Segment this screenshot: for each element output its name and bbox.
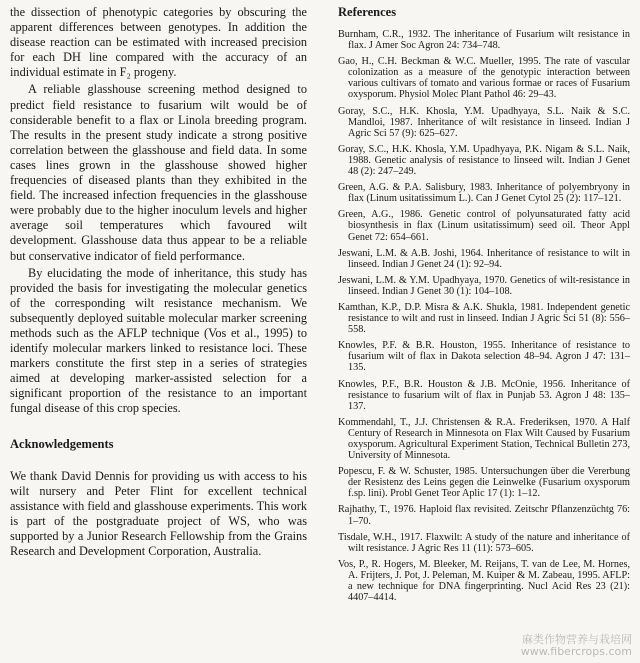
watermark-cn: 麻类作物营养与栽培网	[522, 633, 632, 646]
site-watermark	[521, 634, 632, 658]
main-text-column	[10, 5, 307, 559]
reference-item: Tisdale, W.H., 1917. Flaxwilt: A study of the nature and inheritance of wilt resistance. J Agric Res 11 (11): 573–605.	[338, 531, 630, 554]
reference-item: Goray, S.C., H.K. Khosla, Y.M. Upadhyaya, S.L. Naik & S.C. Mandloi, 1987. Inheritance of wilt resistance in linseed. Indian J Agric Sci 57 (9): 625–627.	[338, 105, 630, 139]
reference-item: Green, A.G., 1986. Genetic control of polyunsaturated fatty acid biosynthesis in flax (Linum usitatissimum) seed oil. Theor Appl Genet 72: 654–661.	[338, 209, 630, 243]
reference-item: Kommendahl, T., J.J. Christensen & R.A. Frederiksen, 1970. A Half Century of Research in Minnesota on Flax Wilt Caused by Fusarium oxysporum. Agricultural Experiment Station, Technical Bulletin 273, University of Minnesota.	[338, 416, 630, 462]
watermark-url: www.fibercrops.com	[520, 645, 632, 658]
reference-item: Jeswani, L.M. & A.B. Joshi, 1964. Inheritance of resistance to wilt in linseed. Indian J Genet 24 (1): 92–94.	[338, 247, 630, 270]
acknowledgements-text: We thank David Dennis for providing us with access to his wilt nursery and Peter Flint for excellent technical assistance with field and glasshouse experiments. This work is part of the postgraduate project of WS, who was supported by a Junior Research Fellowship from the Grains Research and Development Corporation, Australia.	[10, 468, 307, 559]
reference-item: Jeswani, L.M. & Y.M. Upadhyaya, 1970. Genetics of wilt-resistance in linseed. Indian J Genet 30 (1): 104–108.	[338, 274, 630, 297]
acknowledgements-heading: Acknowledgements	[10, 436, 114, 451]
reference-list	[338, 29, 630, 603]
reference-item: Green, A.G. & P.A. Salisbury, 1983. Inheritance of polyembryony in flax (Linum usitatissimum L.). Can J Genet Cytol 25 (2): 117–121.	[338, 182, 630, 205]
reference-item: Knowles, P.F. & B.R. Houston, 1955. Inheritance of resistance to fusarium wilt of flax in Dakota selection 48–94. Agron J 47: 131–135.	[338, 340, 630, 374]
paragraph-glasshouse-screening: A reliable glasshouse screening method designed to predict field resistance to fusarium wilt would be of considerable benefit to a flax or Linola breeding program. The results in the present study indicate a strong positive correlation between the glasshouse and field data. In some cases lines grown in the glasshouse showed higher frequencies of diseased plants than they exhibited in the field. The increased infection frequencies in the glasshouse were probably due to the higher inoculum levels and higher average soil temperatures which favoured wilt development. Glasshouse data thus appear to be a reliable but conservative indicator of field performance.	[10, 82, 307, 263]
reference-item: Popescu, F. & W. Schuster, 1985. Untersuchungen über die Vererbung der Resistenz des Leins gegen die Leinwelke (Fusarium oxysporum f.sp. lini). Probl Genet Teor Aplic 17 (1): 1–12.	[338, 466, 630, 500]
reference-item: Kamthan, K.P., D.P. Misra & A.K. Shukla, 1981. Independent genetic resistance to wilt and rust in linseed. Indian J Agric Sci 51 (8): 556–558.	[338, 301, 630, 336]
reference-item: Rajhathy, T., 1976. Haploid flax revisited. Zeitschr Pflanzenzüchtg 76: 1–70.	[338, 504, 630, 527]
paragraph-dissection: the dissection of phenotypic categories by obscuring the apparent differences between genotypes. In addition the disease reaction can be estimated with increased precision for each DH line compared with the accuracy of an individual estimate in F₂ progeny.	[10, 5, 307, 80]
reference-item: Goray, S.C., H.K. Khosla, Y.M. Upadhyaya, P.K. Nigam & S.L. Naik, 1988. Genetic analysis of resistance to linseed wilt. Indian J Genet 48 (2): 247–249.	[338, 143, 630, 178]
references-column	[338, 5, 630, 608]
reference-item: Gao, H., C.H. Beckman & W.C. Mueller, 1995. The rate of vascular colonization as a measure of the genotypic interaction between various cultivars of tomato and various formae or races of Fusarium oxysporum. Physiol Molec Plant Pathol 46: 29–43.	[338, 56, 630, 101]
paragraph-inheritance: By elucidating the mode of inheritance, this study has provided the basis for investigating the molecular genetics of the corresponding wilt resistance mechanism. We subsequently deployed suitable molecular marker screening methods such as the AFLP technique (Vos et al., 1995) to identify molecular markers linked to resistance loci. These markers constitute the first step in a series of strategies aimed at developing marker-assisted selection for a significant proportion of the resistance to an important fungal disease of this crop species.	[10, 265, 307, 416]
reference-item: Vos, P., R. Hogers, M. Bleeker, M. Reijans, T. van de Lee, M. Hornes, A. Frijters, J. Pot, J. Peleman, M. Kuiper & M. Zabeau, 1995. AFLP: a new technique for DNA fingerprinting. Nucl Acid Res 23 (21): 4407–4414.	[338, 558, 630, 604]
references-heading: References	[338, 5, 397, 19]
reference-item: Knowles, P.F., B.R. Houston & J.B. McOnie, 1956. Inheritance of resistance to fusarium wilt of flax in Punjab 53. Agron J 48: 135–137.	[338, 378, 630, 412]
reference-item: Burnham, C.R., 1932. The inheritance of Fusarium wilt resistance in flax. J Amer Soc Agron 24: 734–748.	[338, 29, 630, 52]
